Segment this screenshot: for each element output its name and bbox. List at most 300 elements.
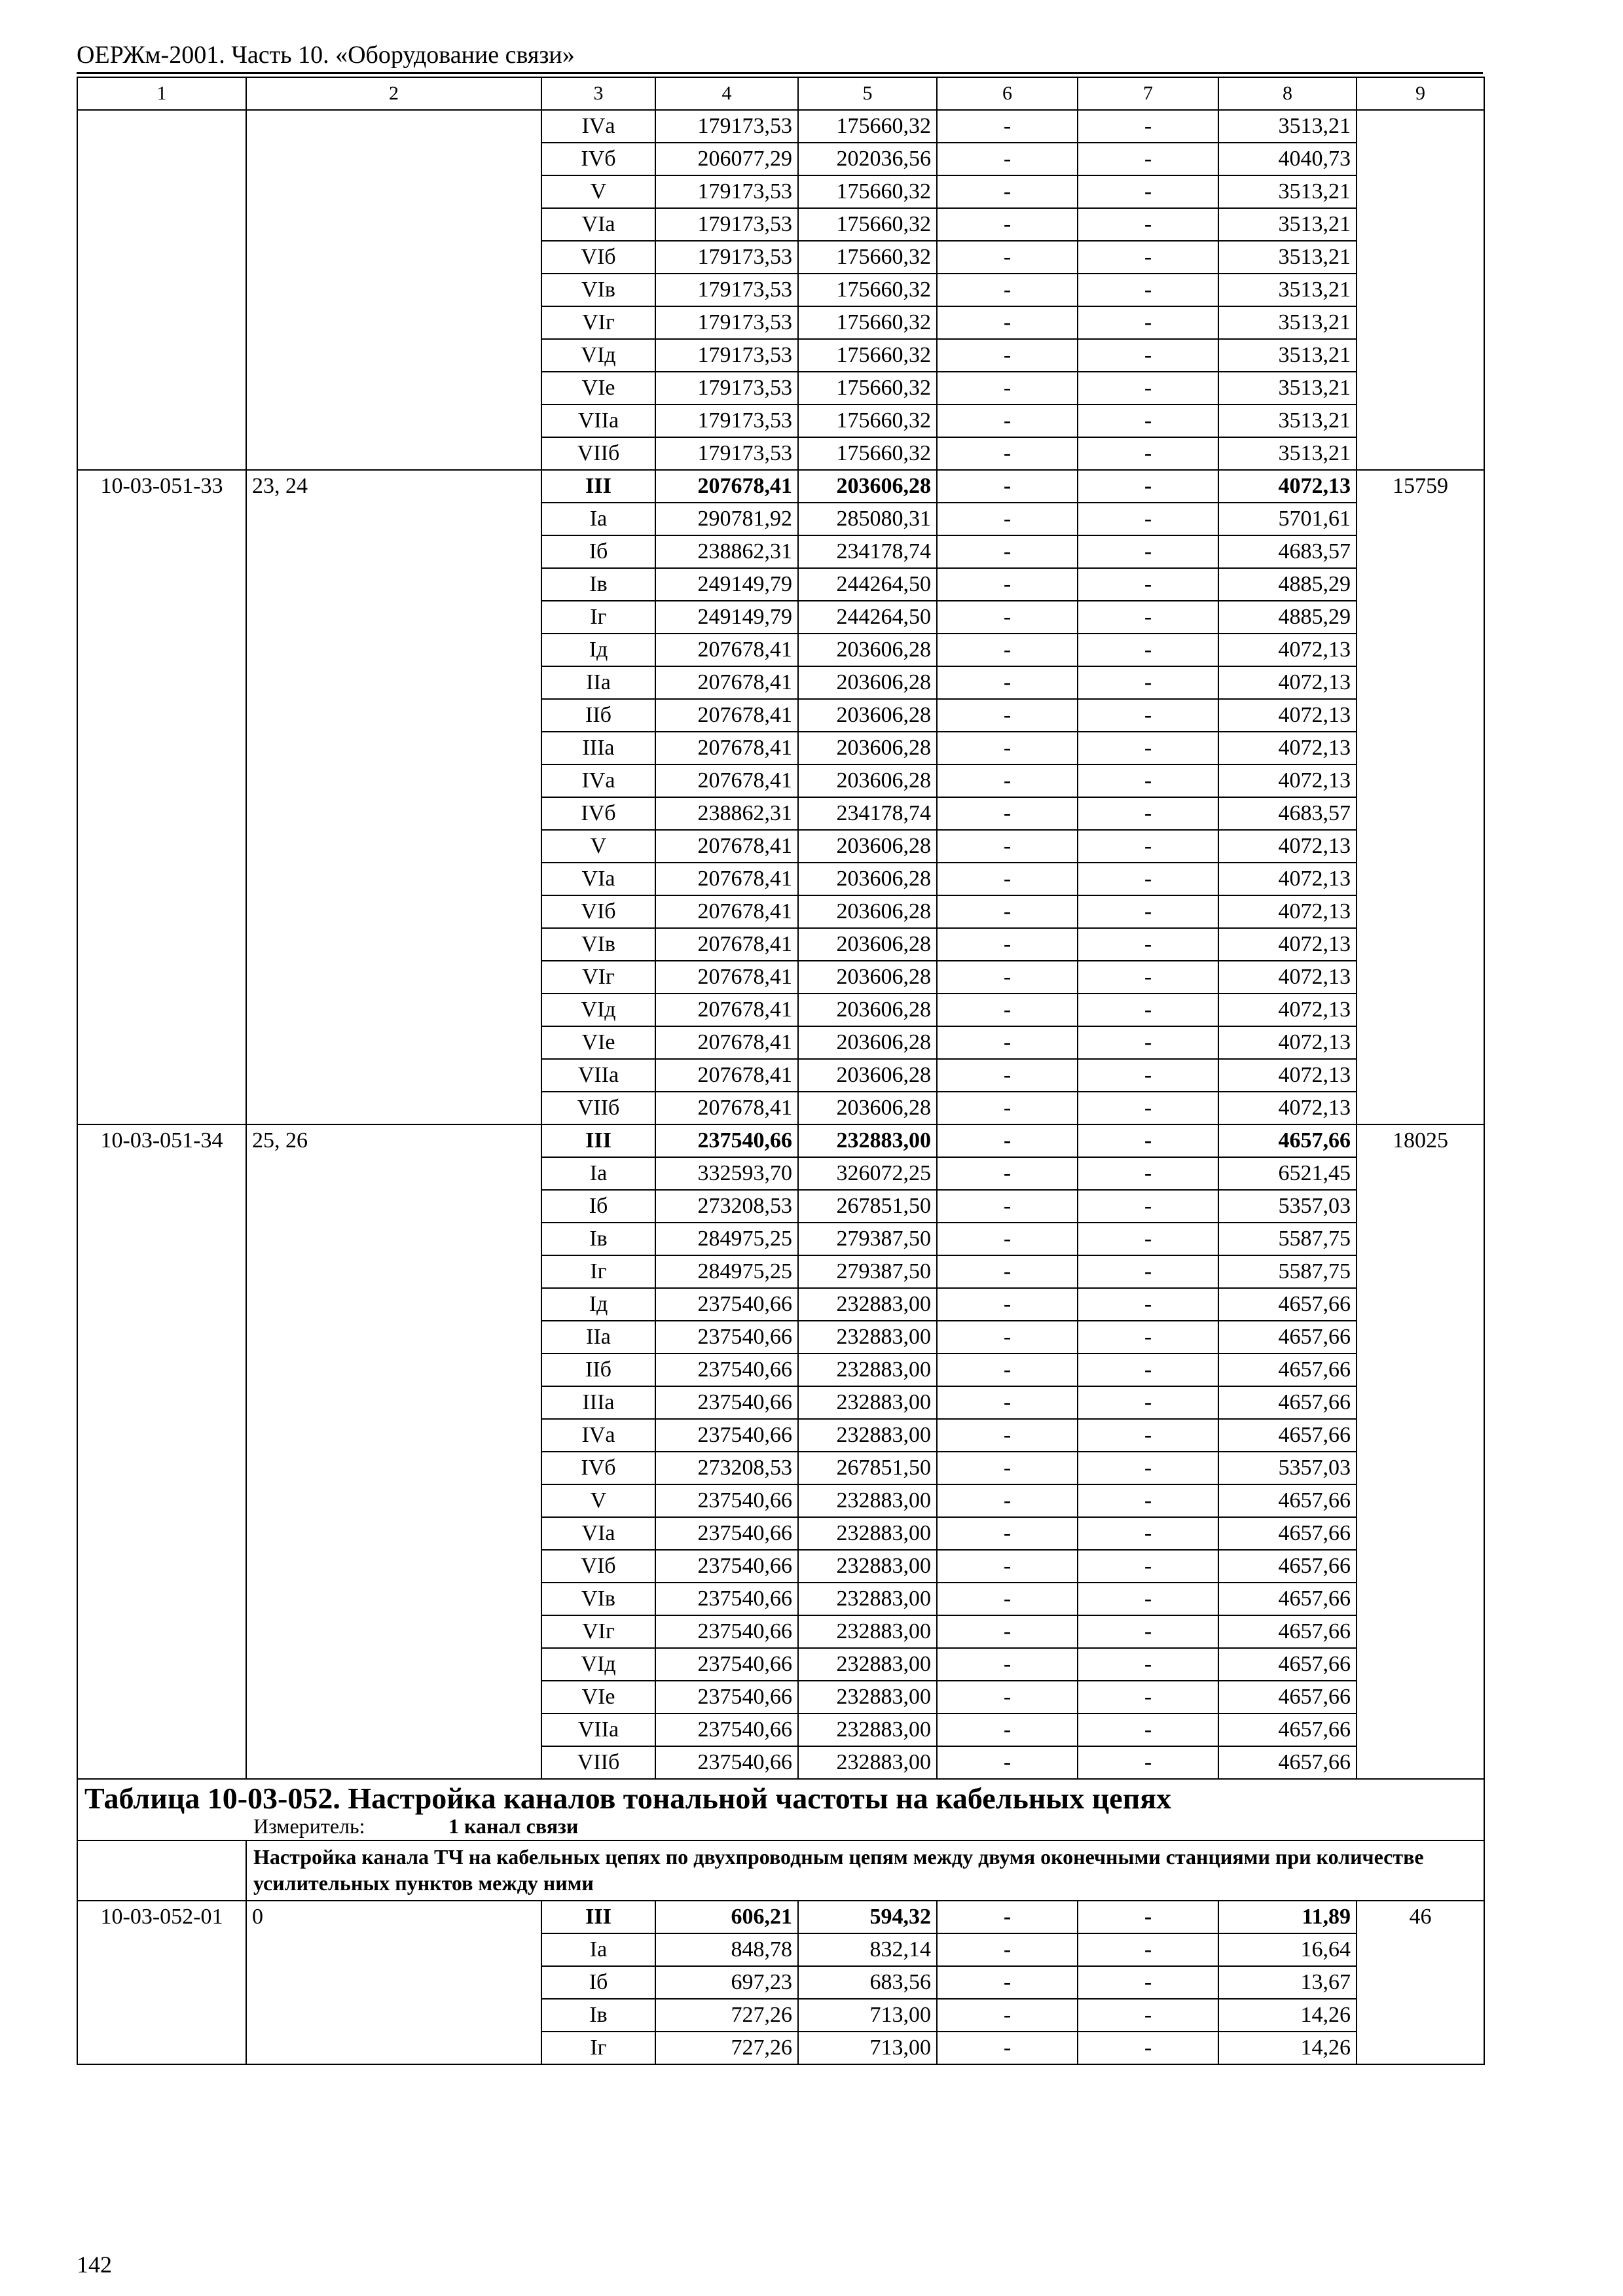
zone-cell: Iа xyxy=(541,503,655,535)
zone-cell: Iв xyxy=(541,1223,655,1255)
value-cell-c5: 232883,00 xyxy=(798,1746,937,1779)
value-cell-c6: - xyxy=(937,1419,1078,1452)
value-cell-c5: 267851,50 xyxy=(798,1190,937,1223)
value-cell-c6: - xyxy=(937,175,1078,208)
table-row xyxy=(77,470,1484,503)
value-cell-c6: - xyxy=(937,437,1078,470)
value-cell-c7: - xyxy=(1078,1092,1218,1124)
value-cell-c6: - xyxy=(937,1713,1078,1746)
zone-cell: VIIа xyxy=(541,1059,655,1092)
value-cell-c4: 237540,66 xyxy=(655,1517,798,1550)
value-cell-c5: 175660,32 xyxy=(798,175,937,208)
value-cell-c5: 832,14 xyxy=(798,1933,937,1966)
value-cell-c7: - xyxy=(1078,1124,1218,1157)
zone-cell: IVб xyxy=(541,143,655,175)
value-cell-c6: - xyxy=(937,1124,1078,1157)
value-cell-c4: 237540,66 xyxy=(655,1615,798,1648)
zone-cell: VIв xyxy=(541,274,655,306)
table-body xyxy=(77,77,1484,2064)
section-row xyxy=(77,1840,1484,1901)
value-cell-c5: 234178,74 xyxy=(798,797,937,830)
zone-cell: VIе xyxy=(541,1681,655,1713)
value-cell-c4: 207678,41 xyxy=(655,764,798,797)
value-cell-c4: 179173,53 xyxy=(655,274,798,306)
value-cell-c7: - xyxy=(1078,1999,1218,2032)
value-cell-c8: 4683,57 xyxy=(1218,797,1357,830)
value-cell-c4: 238862,31 xyxy=(655,535,798,568)
value-cell-c4: 237540,66 xyxy=(655,1583,798,1615)
zone-cell: IIб xyxy=(541,699,655,732)
value-cell-c8: 4072,13 xyxy=(1218,764,1357,797)
resource-code: 10-03-052-01 xyxy=(77,1901,246,2064)
value-cell-c8: 5587,75 xyxy=(1218,1223,1357,1255)
value-cell-c7: - xyxy=(1078,470,1218,503)
value-cell-c8: 4657,66 xyxy=(1218,1419,1357,1452)
value-cell-c8: 3513,21 xyxy=(1218,437,1357,470)
zone-cell: VIг xyxy=(541,306,655,339)
zone-cell: VIIб xyxy=(541,1092,655,1124)
value-cell-c7: - xyxy=(1078,863,1218,895)
value-cell-c6: - xyxy=(937,1354,1078,1386)
zone-cell: Iб xyxy=(541,1190,655,1223)
value-cell-c8: 4072,13 xyxy=(1218,732,1357,764)
value-cell-c7: - xyxy=(1078,1746,1218,1779)
value-cell-c5: 203606,28 xyxy=(798,928,937,961)
value-cell-c4: 238862,31 xyxy=(655,797,798,830)
value-cell-c7: - xyxy=(1078,1026,1218,1059)
value-cell-c6: - xyxy=(937,1615,1078,1648)
value-cell-c8: 4657,66 xyxy=(1218,1386,1357,1419)
value-cell-c4: 249149,79 xyxy=(655,601,798,634)
value-cell-c6: - xyxy=(937,535,1078,568)
measure-line xyxy=(84,1812,1477,1840)
value-cell-c4: 179173,53 xyxy=(655,339,798,372)
zone-cell: Iв xyxy=(541,568,655,601)
value-cell-c8: 4683,57 xyxy=(1218,535,1357,568)
value-cell-c8: 3513,21 xyxy=(1218,404,1357,437)
value-cell-c7: - xyxy=(1078,1452,1218,1484)
value-cell-c6: - xyxy=(937,1933,1078,1966)
value-cell-c7: - xyxy=(1078,1190,1218,1223)
value-cell-c8: 3513,21 xyxy=(1218,372,1357,404)
value-cell-c8: 16,64 xyxy=(1218,1933,1357,1966)
column-number: 3 xyxy=(541,77,655,110)
value-cell-c5: 285080,31 xyxy=(798,503,937,535)
value-cell-c6: - xyxy=(937,994,1078,1026)
zone-cell: VIе xyxy=(541,372,655,404)
value-cell-c6: - xyxy=(937,1999,1078,2032)
value-cell-c7: - xyxy=(1078,1615,1218,1648)
value-cell-c5: 175660,32 xyxy=(798,339,937,372)
zone-cell: Iа xyxy=(541,1933,655,1966)
value-cell-c6: - xyxy=(937,1321,1078,1354)
value-cell-c4: 237540,66 xyxy=(655,1419,798,1452)
zone-cell: Iд xyxy=(541,1288,655,1321)
value-cell-c6: - xyxy=(937,1059,1078,1092)
value-cell-c5: 175660,32 xyxy=(798,274,937,306)
value-cell-c4: 237540,66 xyxy=(655,1681,798,1713)
zone-cell: III xyxy=(541,1901,655,1933)
value-cell-c6: - xyxy=(937,601,1078,634)
zone-cell: IVа xyxy=(541,1419,655,1452)
zone-cell: III xyxy=(541,470,655,503)
zone-cell: IIб xyxy=(541,1354,655,1386)
value-cell-c4: 290781,92 xyxy=(655,503,798,535)
value-cell-c5: 203606,28 xyxy=(798,764,937,797)
value-cell-c7: - xyxy=(1078,241,1218,274)
resource-code xyxy=(77,110,246,470)
value-cell-c6: - xyxy=(937,830,1078,863)
value-cell-c4: 237540,66 xyxy=(655,1648,798,1681)
value-cell-c5: 175660,32 xyxy=(798,372,937,404)
zone-cell: Iб xyxy=(541,1966,655,1999)
value-cell-c5: 175660,32 xyxy=(798,208,937,241)
value-cell-c8: 4072,13 xyxy=(1218,1059,1357,1092)
zone-cell: VIIб xyxy=(541,1746,655,1779)
value-cell-c4: 249149,79 xyxy=(655,568,798,601)
page-number: 142 xyxy=(77,2251,112,2278)
zone-cell: V xyxy=(541,175,655,208)
zone-cell: Iв xyxy=(541,1999,655,2032)
value-cell-c8: 4657,66 xyxy=(1218,1550,1357,1583)
value-cell-c7: - xyxy=(1078,895,1218,928)
zone-cell: III xyxy=(541,1124,655,1157)
value-cell-c5: 326072,25 xyxy=(798,1157,937,1190)
value-cell-c8: 4657,66 xyxy=(1218,1681,1357,1713)
zone-cell: VIг xyxy=(541,1615,655,1648)
zone-cell: Iг xyxy=(541,2032,655,2064)
value-cell-c5: 232883,00 xyxy=(798,1713,937,1746)
zone-cell: VIIа xyxy=(541,1713,655,1746)
value-cell-c8: 4072,13 xyxy=(1218,830,1357,863)
value-cell-c6: - xyxy=(937,1966,1078,1999)
value-cell-c4: 727,26 xyxy=(655,1999,798,2032)
value-cell-c8: 5357,03 xyxy=(1218,1452,1357,1484)
zone-cell: VIе xyxy=(541,1026,655,1059)
value-cell-c6: - xyxy=(937,732,1078,764)
section-description: Настройка канала ТЧ на кабельных цепях по двухпроводным цепям между двумя оконечными станциями при количестве усилительных пунктов между ними xyxy=(246,1840,1484,1901)
value-cell-c5: 203606,28 xyxy=(798,1026,937,1059)
value-cell-c5: 244264,50 xyxy=(798,568,937,601)
value-cell-c5: 203606,28 xyxy=(798,732,937,764)
value-cell-c8: 4072,13 xyxy=(1218,994,1357,1026)
value-cell-c5: 234178,74 xyxy=(798,535,937,568)
value-cell-c4: 284975,25 xyxy=(655,1223,798,1255)
value-cell-c4: 273208,53 xyxy=(655,1190,798,1223)
value-cell-c8: 4657,66 xyxy=(1218,1615,1357,1648)
value-cell-c8: 5357,03 xyxy=(1218,1190,1357,1223)
column-9-value: 18025 xyxy=(1357,1124,1484,1779)
value-cell-c8: 4072,13 xyxy=(1218,1092,1357,1124)
zone-cell: VIв xyxy=(541,928,655,961)
value-cell-c5: 244264,50 xyxy=(798,601,937,634)
header-divider xyxy=(77,72,1483,74)
value-cell-c5: 232883,00 xyxy=(798,1321,937,1354)
points-count xyxy=(246,110,541,470)
value-cell-c4: 179173,53 xyxy=(655,175,798,208)
value-cell-c7: - xyxy=(1078,994,1218,1026)
value-cell-c6: - xyxy=(937,568,1078,601)
zone-cell: Iб xyxy=(541,535,655,568)
value-cell-c8: 14,26 xyxy=(1218,2032,1357,2064)
value-cell-c5: 232883,00 xyxy=(798,1484,937,1517)
value-cell-c7: - xyxy=(1078,1059,1218,1092)
value-cell-c8: 4657,66 xyxy=(1218,1746,1357,1779)
value-cell-c8: 4072,13 xyxy=(1218,666,1357,699)
value-cell-c6: - xyxy=(937,863,1078,895)
value-cell-c8: 4657,66 xyxy=(1218,1124,1357,1157)
value-cell-c6: - xyxy=(937,503,1078,535)
value-cell-c6: - xyxy=(937,2032,1078,2064)
value-cell-c4: 207678,41 xyxy=(655,1059,798,1092)
zone-cell: IVб xyxy=(541,797,655,830)
value-cell-c5: 594,32 xyxy=(798,1901,937,1933)
value-cell-c5: 713,00 xyxy=(798,2032,937,2064)
column-9-value xyxy=(1357,110,1484,470)
value-cell-c7: - xyxy=(1078,1255,1218,1288)
value-cell-c7: - xyxy=(1078,1933,1218,1966)
value-cell-c6: - xyxy=(937,797,1078,830)
zone-cell: VIг xyxy=(541,961,655,994)
zone-cell: VIд xyxy=(541,1648,655,1681)
column-number: 4 xyxy=(655,77,798,110)
column-number: 6 xyxy=(937,77,1078,110)
value-cell-c6: - xyxy=(937,1550,1078,1583)
points-count: 0 xyxy=(246,1901,541,2064)
value-cell-c6: - xyxy=(937,895,1078,928)
value-cell-c7: - xyxy=(1078,797,1218,830)
zone-cell: Iг xyxy=(541,601,655,634)
points-count: 23, 24 xyxy=(246,470,541,1124)
value-cell-c6: - xyxy=(937,1190,1078,1223)
value-cell-c6: - xyxy=(937,208,1078,241)
value-cell-c7: - xyxy=(1078,1386,1218,1419)
value-cell-c8: 4072,13 xyxy=(1218,961,1357,994)
value-cell-c4: 237540,66 xyxy=(655,1354,798,1386)
value-cell-c5: 203606,28 xyxy=(798,470,937,503)
value-cell-c6: - xyxy=(937,634,1078,666)
value-cell-c8: 4072,13 xyxy=(1218,1026,1357,1059)
value-cell-c4: 207678,41 xyxy=(655,961,798,994)
value-cell-c7: - xyxy=(1078,404,1218,437)
value-cell-c5: 203606,28 xyxy=(798,895,937,928)
value-cell-c5: 232883,00 xyxy=(798,1419,937,1452)
value-cell-c7: - xyxy=(1078,732,1218,764)
price-table xyxy=(77,77,1485,2065)
value-cell-c5: 279387,50 xyxy=(798,1255,937,1288)
value-cell-c7: - xyxy=(1078,928,1218,961)
value-cell-c5: 232883,00 xyxy=(798,1354,937,1386)
value-cell-c4: 207678,41 xyxy=(655,863,798,895)
value-cell-c6: - xyxy=(937,241,1078,274)
value-cell-c4: 179173,53 xyxy=(655,372,798,404)
value-cell-c6: - xyxy=(937,274,1078,306)
value-cell-c7: - xyxy=(1078,699,1218,732)
value-cell-c7: - xyxy=(1078,764,1218,797)
value-cell-c6: - xyxy=(937,699,1078,732)
zone-cell: VIа xyxy=(541,208,655,241)
zone-cell: IIIа xyxy=(541,1386,655,1419)
value-cell-c7: - xyxy=(1078,175,1218,208)
value-cell-c4: 237540,66 xyxy=(655,1713,798,1746)
value-cell-c6: - xyxy=(937,1223,1078,1255)
value-cell-c6: - xyxy=(937,306,1078,339)
column-number: 2 xyxy=(246,77,541,110)
value-cell-c5: 203606,28 xyxy=(798,830,937,863)
column-number-row xyxy=(77,77,1484,110)
value-cell-c4: 207678,41 xyxy=(655,1026,798,1059)
value-cell-c4: 179173,53 xyxy=(655,208,798,241)
column-number: 8 xyxy=(1218,77,1357,110)
value-cell-c8: 3513,21 xyxy=(1218,175,1357,208)
column-number: 1 xyxy=(77,77,246,110)
value-cell-c7: - xyxy=(1078,1966,1218,1999)
value-cell-c5: 202036,56 xyxy=(798,143,937,175)
value-cell-c7: - xyxy=(1078,601,1218,634)
value-cell-c4: 237540,66 xyxy=(655,1124,798,1157)
value-cell-c7: - xyxy=(1078,1321,1218,1354)
value-cell-c4: 206077,29 xyxy=(655,143,798,175)
value-cell-c5: 203606,28 xyxy=(798,961,937,994)
value-cell-c8: 4040,73 xyxy=(1218,143,1357,175)
value-cell-c6: - xyxy=(937,143,1078,175)
value-cell-c5: 175660,32 xyxy=(798,404,937,437)
value-cell-c8: 3513,21 xyxy=(1218,306,1357,339)
zone-cell: IVб xyxy=(541,1452,655,1484)
value-cell-c4: 207678,41 xyxy=(655,470,798,503)
value-cell-c8: 4657,66 xyxy=(1218,1648,1357,1681)
zone-cell: IVа xyxy=(541,764,655,797)
value-cell-c6: - xyxy=(937,1026,1078,1059)
value-cell-c6: - xyxy=(937,110,1078,143)
value-cell-c6: - xyxy=(937,470,1078,503)
value-cell-c8: 3513,21 xyxy=(1218,110,1357,143)
value-cell-c5: 175660,32 xyxy=(798,306,937,339)
value-cell-c7: - xyxy=(1078,1901,1218,1933)
value-cell-c8: 4657,66 xyxy=(1218,1517,1357,1550)
table-title-row xyxy=(77,1779,1484,1840)
value-cell-c6: - xyxy=(937,404,1078,437)
value-cell-c6: - xyxy=(937,1386,1078,1419)
value-cell-c6: - xyxy=(937,1484,1078,1517)
value-cell-c4: 697,23 xyxy=(655,1966,798,1999)
value-cell-c7: - xyxy=(1078,208,1218,241)
zone-cell: IIIа xyxy=(541,732,655,764)
value-cell-c5: 713,00 xyxy=(798,1999,937,2032)
value-cell-c6: - xyxy=(937,1681,1078,1713)
value-cell-c8: 4072,13 xyxy=(1218,895,1357,928)
value-cell-c4: 179173,53 xyxy=(655,404,798,437)
value-cell-c6: - xyxy=(937,1255,1078,1288)
zone-cell: V xyxy=(541,1484,655,1517)
value-cell-c8: 4885,29 xyxy=(1218,601,1357,634)
value-cell-c6: - xyxy=(937,1517,1078,1550)
value-cell-c4: 237540,66 xyxy=(655,1484,798,1517)
column-number: 9 xyxy=(1357,77,1484,110)
value-cell-c5: 232883,00 xyxy=(798,1615,937,1648)
value-cell-c6: - xyxy=(937,1288,1078,1321)
value-cell-c6: - xyxy=(937,372,1078,404)
value-cell-c6: - xyxy=(937,1901,1078,1933)
value-cell-c7: - xyxy=(1078,1157,1218,1190)
value-cell-c8: 4885,29 xyxy=(1218,568,1357,601)
table-row xyxy=(77,1901,1484,1933)
value-cell-c5: 203606,28 xyxy=(798,994,937,1026)
value-cell-c4: 179173,53 xyxy=(655,437,798,470)
zone-cell: VIб xyxy=(541,241,655,274)
value-cell-c6: - xyxy=(937,961,1078,994)
value-cell-c7: - xyxy=(1078,274,1218,306)
value-cell-c4: 207678,41 xyxy=(655,895,798,928)
value-cell-c4: 207678,41 xyxy=(655,634,798,666)
value-cell-c7: - xyxy=(1078,1223,1218,1255)
zone-cell: IVа xyxy=(541,110,655,143)
resource-code: 10-03-051-33 xyxy=(77,470,246,1124)
column-number: 5 xyxy=(798,77,937,110)
zone-cell: VIа xyxy=(541,1517,655,1550)
value-cell-c7: - xyxy=(1078,568,1218,601)
zone-cell: VIд xyxy=(541,994,655,1026)
value-cell-c4: 179173,53 xyxy=(655,110,798,143)
value-cell-c5: 175660,32 xyxy=(798,437,937,470)
value-cell-c5: 279387,50 xyxy=(798,1223,937,1255)
value-cell-c4: 179173,53 xyxy=(655,306,798,339)
value-cell-c4: 237540,66 xyxy=(655,1321,798,1354)
value-cell-c7: - xyxy=(1078,1484,1218,1517)
column-number: 7 xyxy=(1078,77,1218,110)
zone-cell: V xyxy=(541,830,655,863)
value-cell-c7: - xyxy=(1078,634,1218,666)
resource-code: 10-03-051-34 xyxy=(77,1124,246,1779)
value-cell-c8: 4072,13 xyxy=(1218,470,1357,503)
points-count: 25, 26 xyxy=(246,1124,541,1779)
value-cell-c7: - xyxy=(1078,2032,1218,2064)
value-cell-c5: 203606,28 xyxy=(798,863,937,895)
value-cell-c4: 179173,53 xyxy=(655,241,798,274)
value-cell-c4: 606,21 xyxy=(655,1901,798,1933)
value-cell-c7: - xyxy=(1078,1648,1218,1681)
value-cell-c7: - xyxy=(1078,339,1218,372)
value-cell-c4: 207678,41 xyxy=(655,699,798,732)
value-cell-c5: 267851,50 xyxy=(798,1452,937,1484)
value-cell-c7: - xyxy=(1078,535,1218,568)
zone-cell: IIа xyxy=(541,666,655,699)
value-cell-c7: - xyxy=(1078,1713,1218,1746)
zone-cell: VIд xyxy=(541,339,655,372)
value-cell-c8: 14,26 xyxy=(1218,1999,1357,2032)
value-cell-c5: 203606,28 xyxy=(798,699,937,732)
value-cell-c8: 4657,66 xyxy=(1218,1484,1357,1517)
value-cell-c6: - xyxy=(937,1092,1078,1124)
column-9-value: 15759 xyxy=(1357,470,1484,1124)
value-cell-c4: 207678,41 xyxy=(655,732,798,764)
value-cell-c7: - xyxy=(1078,1517,1218,1550)
zone-cell: VIа xyxy=(541,863,655,895)
value-cell-c4: 207678,41 xyxy=(655,1092,798,1124)
value-cell-c7: - xyxy=(1078,143,1218,175)
value-cell-c4: 237540,66 xyxy=(655,1386,798,1419)
value-cell-c5: 203606,28 xyxy=(798,1059,937,1092)
value-cell-c7: - xyxy=(1078,666,1218,699)
value-cell-c8: 4657,66 xyxy=(1218,1288,1357,1321)
value-cell-c8: 3513,21 xyxy=(1218,339,1357,372)
value-cell-c8: 4657,66 xyxy=(1218,1583,1357,1615)
value-cell-c5: 232883,00 xyxy=(798,1124,937,1157)
value-cell-c5: 175660,32 xyxy=(798,241,937,274)
value-cell-c8: 13,67 xyxy=(1218,1966,1357,1999)
value-cell-c7: - xyxy=(1078,372,1218,404)
value-cell-c4: 237540,66 xyxy=(655,1288,798,1321)
